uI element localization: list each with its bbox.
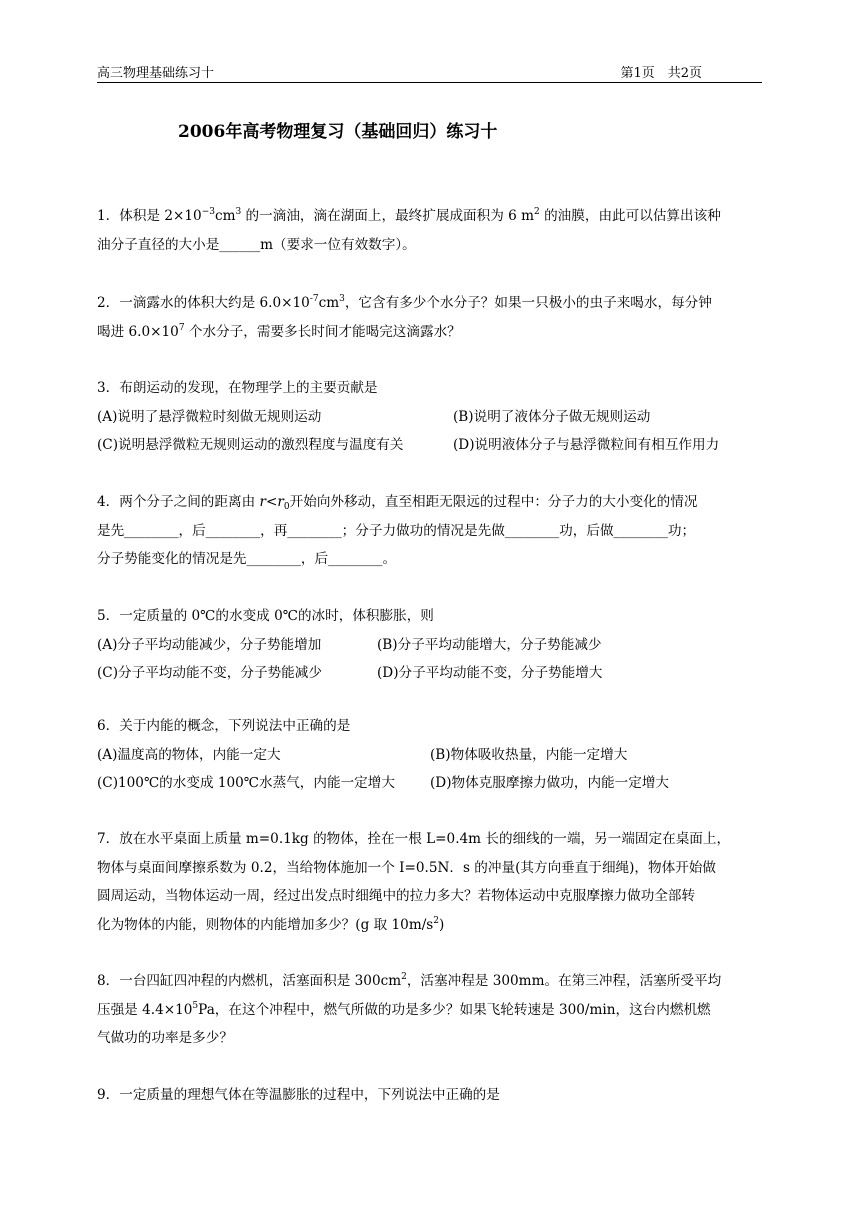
question-6-options-row-1: [97, 741, 767, 770]
question-7-line-3: 圆周运动，当物体运动一周，经过出发点时细绳中的拉力多大？若物体运动中克服摩擦力做功全部转: [97, 888, 696, 904]
question-2-line-1: 2．一滴露水的体积大约是 $6.0\times 10^{-7}cm^3$，它含有多少个水分子？如果一只极小的虫子来喝水，每分钟: [97, 294, 712, 311]
question-6-options-row-2: [97, 769, 767, 798]
header-page-number: 第1页 共2页: [620, 66, 702, 81]
page-header: [97, 60, 762, 83]
question-7-line-2: 物体与桌面间摩擦系数为 0.2，当给物体施加一个 I=0.5N．s 的冲量(其方向垂直于细绳)，物体开始做: [97, 859, 716, 876]
question-7: [97, 825, 767, 939]
question-4-line-2: 是先________，后________，再________；分子力做功的情况是先做________功，后做________功；: [97, 522, 696, 539]
question-1-line-1: 1．体积是 $2\times 10^{-3}cm^3$ 的一滴油，滴在湖面上，最终扩展成面积为 6 $m^2$ 的油膜，由此可以估算出该种: [97, 207, 721, 224]
question-5-stem: 5．一定质量的 0℃的水变成 0℃的冰时，体积膨胀，则: [97, 608, 434, 624]
question-8-line-2: 压强是 $4.4\times 10^5Pa$，在这个冲程中，燃气所做的功是多少？如果飞轮转速是 300/min，这台内燃机燃: [97, 1000, 711, 1018]
question-5: [97, 602, 767, 688]
question-3-options-row-2: [97, 431, 767, 460]
question-8-line-3: 气做功的功率是多少？: [97, 1030, 233, 1046]
question-6: [97, 712, 767, 798]
question-2-line-2: 喝进 $6.0\times 10^7$ 个水分子，需要多长时间才能喝完这滴露水？: [97, 322, 461, 340]
question-3-stem: 3．布朗运动的发现，在物理学上的主要贡献是: [97, 380, 378, 396]
question-8-line-1: 8．一台四缸四冲程的内燃机，活塞面积是 $300cm^2$，活塞冲程是 300mm。在第三冲程，活塞所受平均: [97, 972, 722, 989]
option-a: (A)温度高的物体，内能一定大: [97, 746, 281, 763]
question-5-options-row-1: [97, 631, 767, 660]
option-b: (B)物体吸收热量，内能一定增大: [430, 746, 628, 763]
option-b: (B)分子平均动能增大，分子势能减少: [377, 636, 602, 653]
option-a: (A)分子平均动能减少，分子势能增加: [97, 636, 322, 653]
question-9: [97, 1081, 767, 1110]
question-1-line-2: 油分子直径的大小是______m（要求一位有效数字）。: [97, 236, 416, 253]
question-9-line-1: 9．一定质量的理想气体在等温膨胀的过程中，下列说法中正确的是: [97, 1087, 500, 1103]
option-c: (C)100℃的水变成 100℃水蒸气，内能一定增大: [97, 775, 395, 791]
option-b: (B)说明了液体分子做无规则运动: [453, 408, 651, 425]
question-4-line-1: 4．两个分子之间的距离由 $r<r_0$开始向外移动，直至相距无限远的过程中：分子力的大小变化的情况: [97, 494, 698, 512]
question-8: [97, 967, 767, 1053]
option-c: (C)说明悬浮微粒无规则运动的激烈程度与温度有关: [97, 437, 404, 453]
option-a: (A)说明了悬浮微粒时刻做无规则运动: [97, 408, 322, 425]
question-2: [97, 289, 767, 346]
question-1: [97, 202, 767, 259]
option-c: (C)分子平均动能不变，分子势能减少: [97, 665, 322, 681]
question-3-options-row-1: [97, 403, 767, 432]
question-4-line-3: 分子势能变化的情况是先________，后________。: [97, 551, 397, 567]
option-d: (D)物体克服摩擦力做功，内能一定增大: [430, 775, 670, 791]
question-4: [97, 488, 767, 574]
question-7-line-1: 7．放在水平桌面上质量 m=0.1kg 的物体，拴在一根 L=0.4m 长的细线的一端，另一端固定在桌面上，: [97, 831, 731, 847]
option-d: (D)说明液体分子与悬浮微粒间有相互作用力: [453, 437, 720, 453]
question-5-options-row-2: [97, 659, 767, 688]
question-3: [97, 374, 767, 460]
question-7-line-4: 化为物体的内能，则物体的内能增加多少？(g 取 $10m/s^2$): [97, 915, 445, 933]
option-d: (D)分子平均动能不变，分子势能增大: [377, 665, 603, 681]
question-6-stem: 6．关于内能的概念，下列说法中正确的是: [97, 718, 351, 734]
header-left-text: 高三物理基础练习十: [97, 66, 215, 81]
page-title: 2006年高考物理复习（基础回归）练习十: [178, 122, 498, 142]
